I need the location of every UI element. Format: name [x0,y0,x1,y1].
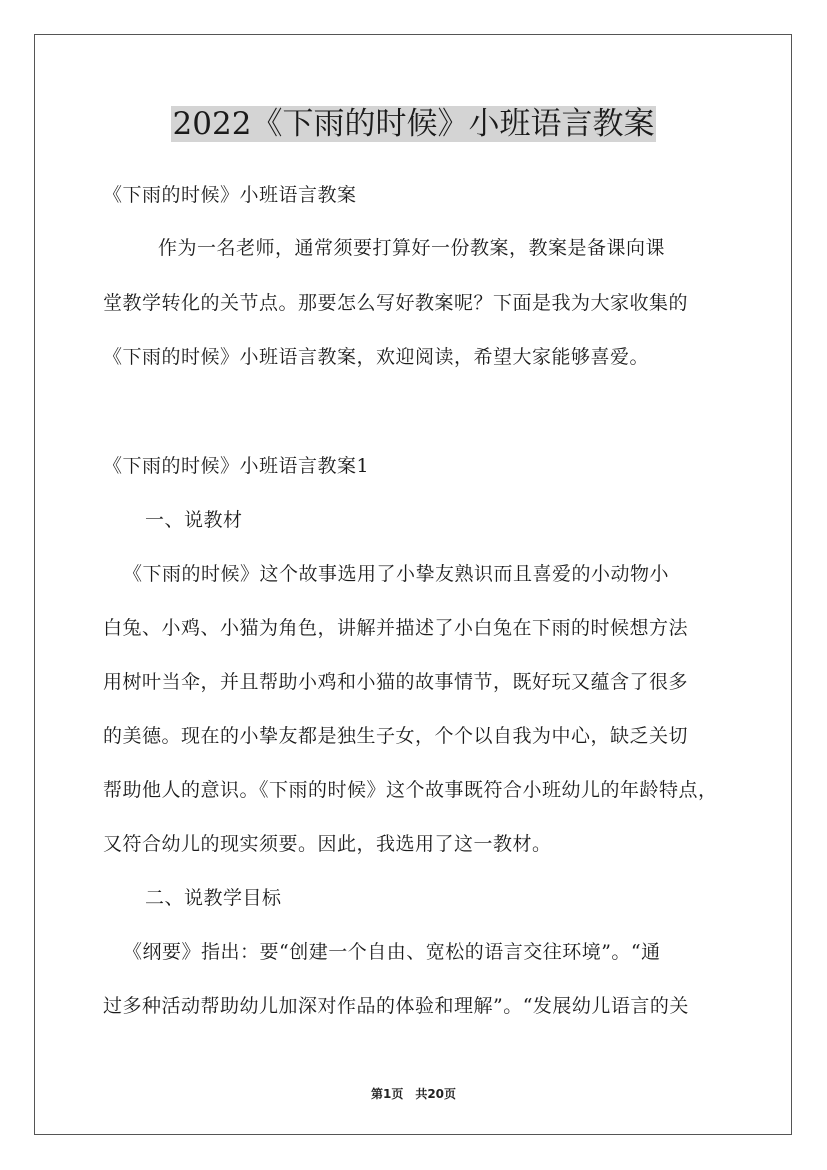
paragraph-line-1: 《下雨的时候》这个故事选用了小挚友熟识而且喜爱的小动物小 [123,563,670,585]
intro-line-1: 作为一名老师，通常须要打算好一份教案，教案是备课向课 [158,237,666,259]
section-heading: 《下雨的时候》小班语言教案1 [103,455,370,477]
subheading-teaching-material: 一、说教材 [145,509,243,531]
page-footer: 第1页 共20页 [370,1087,457,1101]
paragraph-line-6: 又符合幼儿的现实须要。因此，我选用了这一教材。 [103,833,552,855]
paragraph2-line-2: 过多种活动帮助幼儿加深对作品的体验和理解”。“发展幼儿语言的关 [103,995,689,1017]
document-title [0,104,827,144]
intro-line-3: 《下雨的时候》小班语言教案，欢迎阅读，希望大家能够喜爱。 [103,346,650,368]
paragraph-line-3: 用树叶当伞，并且帮助小鸡和小猫的故事情节，既好玩又蕴含了很多 [103,671,689,693]
subheading-teaching-goals: 二、说教学目标 [145,887,282,909]
document-title-text: 2022《下雨的时候》小班语言教案 [172,106,655,142]
paragraph-line-4: 的美德。现在的小挚友都是独生子女，个个以自我为中心，缺乏关切 [103,725,689,747]
paragraph-line-5: 帮助他人的意识。《下雨的时候》这个故事既符合小班幼儿的年龄特点， [103,779,718,801]
paragraph-line-2: 白兔、小鸡、小猫为角色，讲解并描述了小白兔在下雨的时候想方法 [103,617,689,639]
paragraph2-line-1: 《纲要》指出：要“创建一个自由、宽松的语言交往环境”。“通 [123,941,661,963]
intro-line-2: 堂教学转化的关节点。那要怎么写好教案呢？下面是我为大家收集的 [103,292,689,314]
subtitle-line: 《下雨的时候》小班语言教案 [103,184,357,206]
